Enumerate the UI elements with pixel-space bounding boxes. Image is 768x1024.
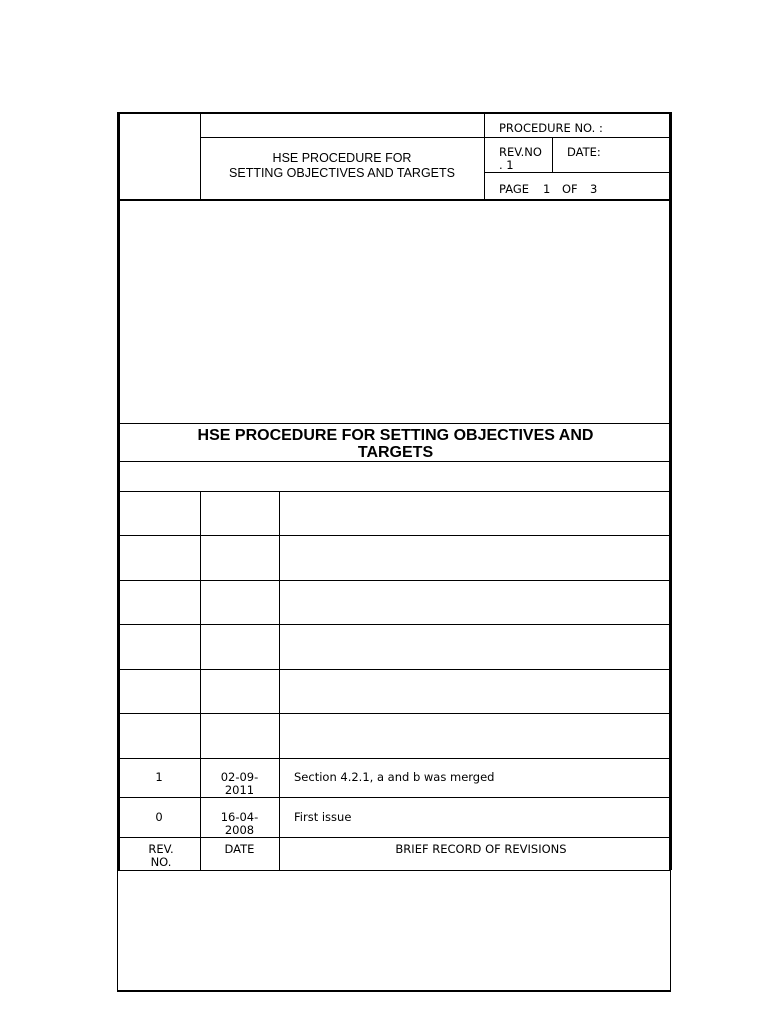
- page-total: 3: [590, 182, 598, 196]
- description-cell: First issue: [294, 810, 352, 824]
- page-label: PAGE: [499, 182, 530, 196]
- header-rev-bottom-line: [484, 172, 670, 173]
- rev-no-label: [499, 146, 542, 172]
- date-cell-line2: 2011: [224, 783, 255, 797]
- header-title-line1: HSE PROCEDURE FOR: [272, 151, 412, 165]
- main-title: [118, 427, 673, 461]
- rev-cell: 1: [155, 770, 163, 784]
- rev-no-header-line1: REV.: [148, 842, 174, 856]
- header-title-top-line: [200, 137, 670, 138]
- header-info-divider: [484, 113, 485, 200]
- date-cell-line2: 2008: [224, 823, 255, 837]
- header-title-line2: SETTING OBJECTIVES AND TARGETS: [229, 166, 455, 180]
- rev-no-label-line1: REV.NO: [499, 145, 542, 159]
- table-line-9: [118, 870, 670, 871]
- brief-record-header: BRIEF RECORD OF REVISIONS: [395, 842, 567, 856]
- date-cell: [200, 811, 279, 837]
- main-title-line1: HSE PROCEDURE FOR SETTING OBJECTIVES AND: [197, 427, 594, 444]
- header-bottom-line: [118, 199, 670, 201]
- rev-no-label-line2: . 1: [499, 158, 514, 172]
- frame-left-border-lower: [117, 870, 118, 991]
- page-current: 1: [543, 182, 551, 196]
- header-rev-date-divider: [552, 137, 553, 172]
- frame-right-border-lower: [670, 870, 671, 991]
- procedure-no-label: PROCEDURE NO. :: [499, 121, 603, 135]
- title-band-top-line: [118, 423, 670, 424]
- header-title: [200, 151, 484, 181]
- date-label: DATE:: [567, 145, 601, 159]
- main-title-line2: TARGETS: [357, 444, 434, 461]
- rev-cell: 0: [155, 810, 163, 824]
- title-band-bottom-line: [118, 461, 670, 462]
- date-cell-line1: 02-09-: [220, 770, 259, 784]
- date-cell: [200, 771, 279, 797]
- table-col-divider-2: [279, 491, 280, 870]
- description-cell: Section 4.2.1, a and b was merged: [294, 770, 495, 784]
- rev-no-header-line2: NO.: [150, 855, 172, 869]
- date-header: DATE: [224, 842, 255, 856]
- page-of-label: OF: [562, 182, 578, 196]
- frame-bottom-border: [117, 990, 671, 992]
- rev-no-header: [118, 843, 204, 869]
- date-cell-line1: 16-04-: [220, 810, 259, 824]
